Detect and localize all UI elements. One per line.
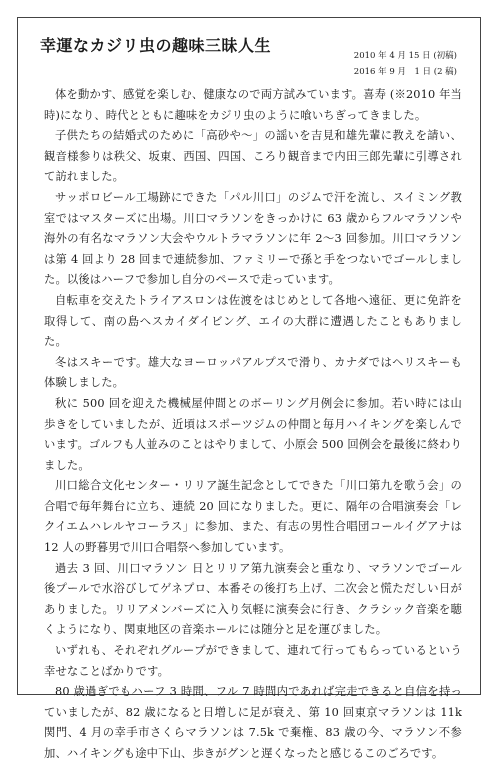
revision-dates <box>354 48 457 80</box>
second-draft-date: 2016 年 9 月 1 日 (2 稿) <box>353 67 457 77</box>
document-body <box>44 85 462 765</box>
document-title: 幸運なカジリ虫の趣味三昧人生 <box>40 36 272 55</box>
paragraph: 秋に 500 回を迎えた機械屋仲間とのボーリング月例会に参加。若い時には山歩きをしていましたが、近頃はスポーツジムの仲間と毎月ハイキングを楽しんでいます。ゴルフも人並みのことはやりまして、小原会 500 回例会を最後に終わりました。 <box>44 396 462 472</box>
first-draft-date: 2010 年 4 月 15 日 (初稿) <box>353 51 457 61</box>
paragraph: いずれも、それぞれグループができまして、連れて行ってもらっているという幸せなことばかりです。 <box>44 644 462 678</box>
paragraph: 体を動かす、感覚を楽しむ、健康なので両方試みています。喜寿 (※2010 年当時)になり、時代とともに趣味をカジリ虫のように喰いちぎってきました。 <box>44 88 462 122</box>
paragraph: 自転車を交えたトライアスロンは佐渡をはじめとして各地へ遠征、更に免許を取得して、南の島へスカイダイビング、エイの大群に遭遇したこともありました。 <box>44 293 462 349</box>
paragraph: 子供たちの結婚式のために「高砂や〜」の謡いを吉見和雄先輩に教えを請い、観音様参りは秩父、坂東、西国、四国、ころり観音まで内田三郎先輩に引導されて訪れました。 <box>44 129 462 184</box>
paragraph: 過去 3 回、川口マラソン 日とリリア第九演奏会と重なり、マラソンでゴール後プールで水浴びしてゲネプロ、本番その後打ち上げ、二次会と慌ただしい日がありました。リリアメンバーズに入り気軽に演奏会に行き、クラシック音楽を聴くようになり、関東地区の音楽ホールには随分と足を運びました。 <box>44 561 462 637</box>
paragraph: サッポロビール工場跡にできた「パル川口」のジムで汗を流し、スイミング教室ではマスターズに出場。川口マラソンをきっかけに 63 歳からフルマラソンや海外の有名なマラソン大会やウルトラマラソンに年 2〜3 回参加。川口マラソンは第 4 回より 28 回まで連続参加、ファミリーで孫と手をつないでゴールしました。以後はハーフで参加し自分のペースで走っています。 <box>44 190 462 287</box>
paragraph: 川口総合文化センター・リリア誕生記念としてできた「川口第九を歌う会」の合唱で毎年舞台に立ち、連続 20 回になりました。更に、隔年の合唱演奏会「レクイエムハレルヤコーラス」に参加、また、有志の男性合唱団コールイグアナは 12 人の野暮男で川口合唱祭へ参加しています。 <box>44 479 462 555</box>
paragraph: 冬はスキーです。雄大なヨーロッパアルプスで滑り、カナダではヘリスキーも体験しました。 <box>44 355 462 390</box>
paragraph: 80 歳過ぎでもハーフ 3 時間、フル 7 時間内であれば完走できると自信を持っていましたが、82 歳になると日増しに足が衰え、第 10 回東京マラソンは 11k 関門、4 月の幸手市さくらマラソンは 7.5k で棄権、83 歳の今、マラソン不参加、ハイキングも途中下山、歩きがグンと遅くなったと感じるこのごろです。 <box>44 685 462 760</box>
